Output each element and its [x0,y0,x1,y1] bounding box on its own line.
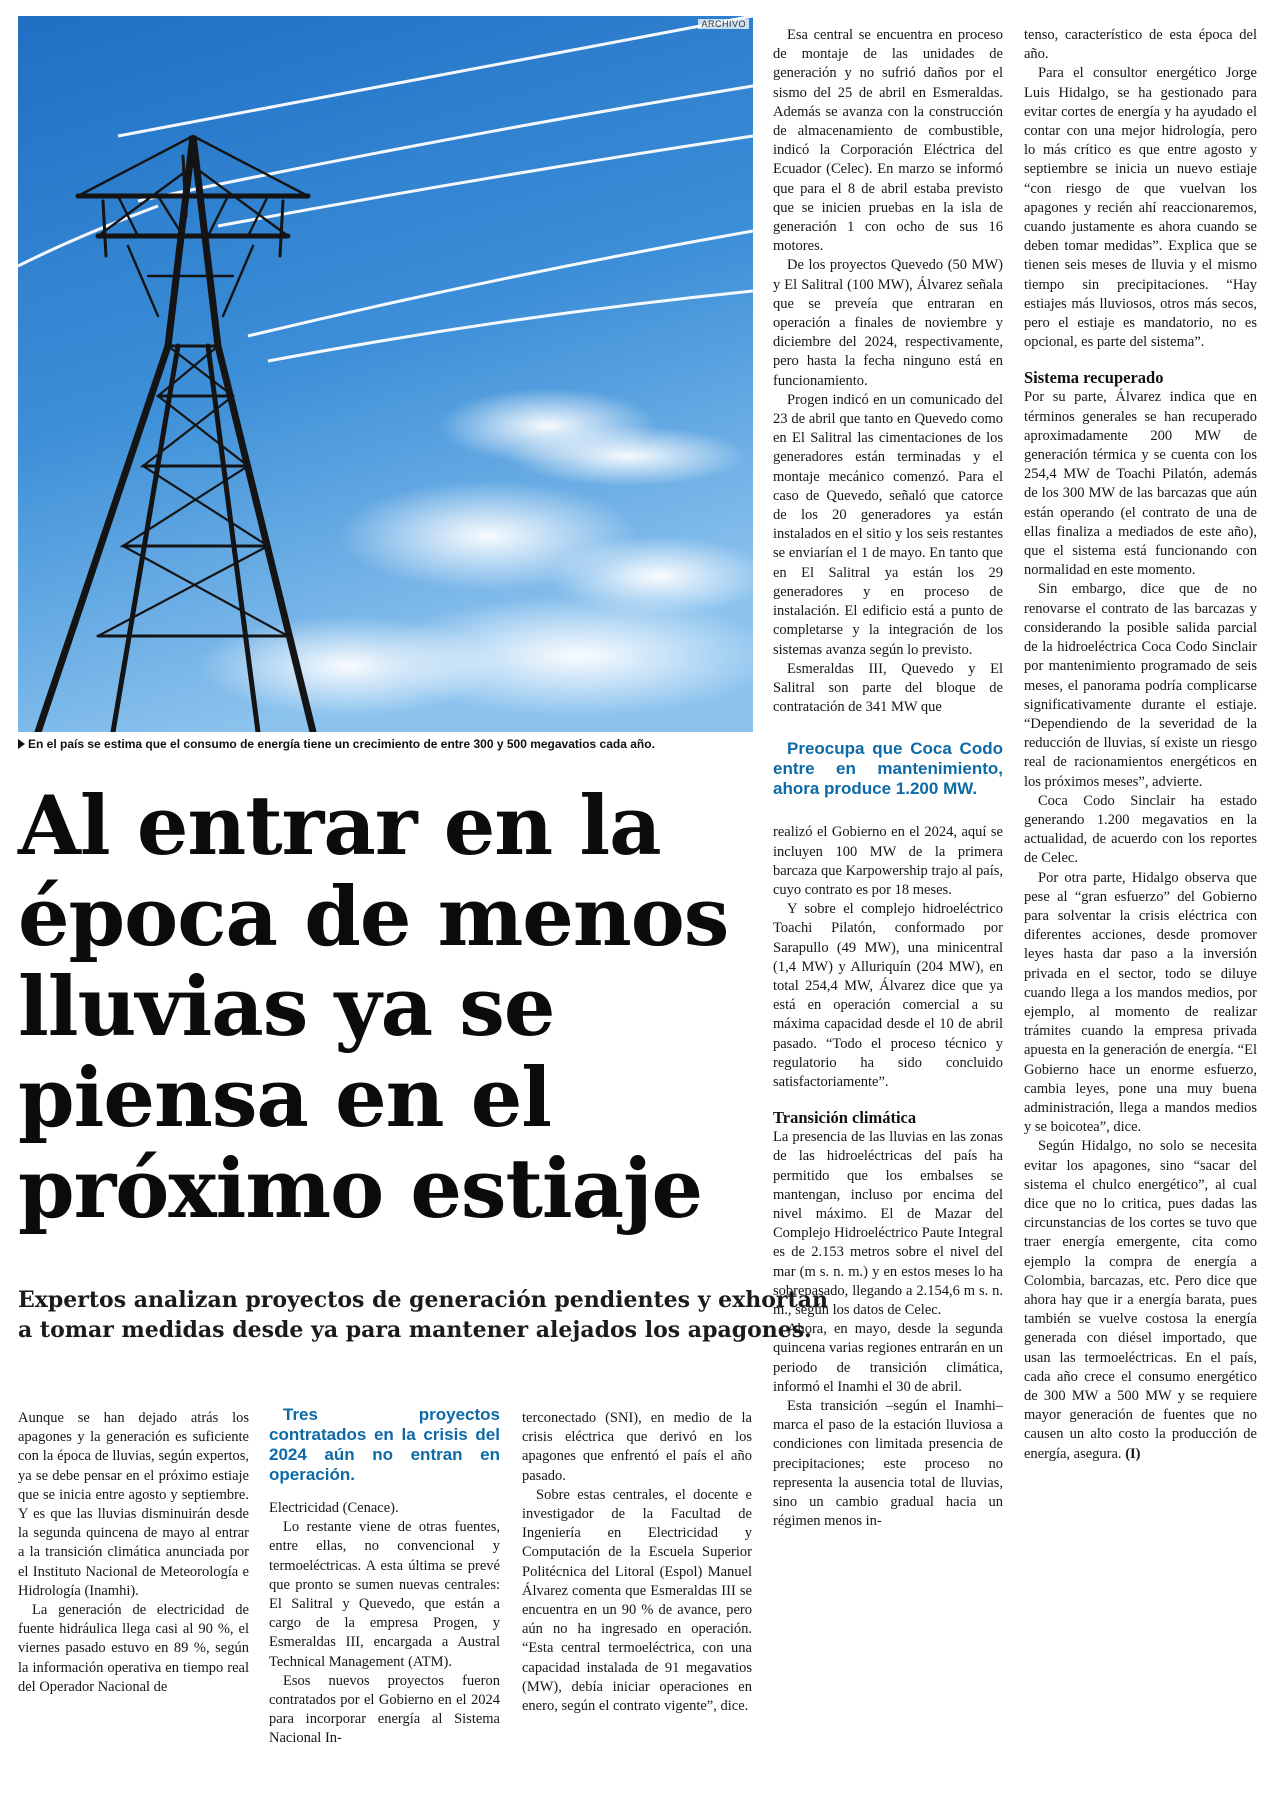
article-column-4 [773,26,1003,1531]
paragraph: Aunque se han dejado atrás los apagones y la generación es suficiente con la época de lluvias, según expertos, ya se debe pensar en el próximo estiaje que se inicia entre agosto y septiembre. Y es que las lluvias disminuirán desde la segunda quincena de mayo al entrar a la transición climática anunciada por el Instituto Nacional de Meteorología e Hidrología (Inamhi). [18,1410,249,1599]
article-column-3 [522,1409,752,1716]
paragraph: Electricidad (Cenace). [269,1500,399,1516]
paragraph: La presencia de las lluvias en las zonas de las hidroeléctricas del país ha permitido que los embalses se mantengan, incluso por encima del nivel máximo. El de Mazar del Complejo Hidroeléctrico Paute Integral es de 2.153 metros sobre el nivel del mar (m s. n. m.) y en estos meses lo ha sobrepasado, llegando a 2.154,6 m s. n. m., según los datos de Celec. [773,1129,1003,1318]
paragraph: Sin embargo, dice que de no renovarse el contrato de las barcazas y considerando la posible salida parcial de la hidroeléctrica Coca Codo Sinclair por mantenimiento programado de seis meses, el panorama podría complicarse significativamente durante el estiaje. “Dependiendo de la severidad de la reducción de lluvias, sí existe un riesgo real de racionamientos energéticos en los próximos meses”, advierte. [1024,581,1257,790]
paragraph: Por su parte, Álvarez indica que en términos generales se han recuperado aproximadamente 200 MW de generación térmica y se cuenta con los 254,4 MW de Toachi Pilatón, además de los 300 MW de las barcazas que aún están operando (el contrato de una de ellas finaliza a mediados de este año), que el sistema está funcionando con normalidad en este momento. [1024,389,1257,579]
paragraph: Esos nuevos proyectos fueron contratados por el Gobierno en el 2024 para incorporar energía al Sistema Nacional In- [269,1672,500,1747]
section-heading: Transición climática [773,1108,917,1128]
paragraph: Esa central se encuentra en proceso de montaje de las unidades de generación y no sufrió daños por el sismo del 25 de abril en Esmeraldas. Además se avanza con la construcción de almacenamiento de combustible, indicó la Corporación Eléctrica del Ecuador (Celec). En marzo se informó que para el 8 de abril estaba previsto que se inicien pruebas en la isla de generación 1 con ocho de sus 16 motores. [773,27,1003,255]
article-column-1 [18,1409,249,1697]
subheadline [18,1286,828,1345]
paragraph: Progen indicó en un comunicado del 23 de abril que tanto en Quevedo como en El Salitral las cimentaciones de los generadores están terminadas y el montaje mecánico comenzó. Para el caso de Quevedo, señaló que catorce de los 20 generadores ya están instalados en el sitio y los seis restantes se enviarían el 1 de mayo. En tanto que en El Salitral ya están los 29 generadores y en proceso de instalación. El edificio está a punto de completarse y la integración de los sistemas avanza según lo previsto. [773,391,1003,658]
caption-arrow-icon [18,739,25,749]
paragraph: Para el consultor energético Jorge Luis Hidalgo, se ha gestionado para evitar cortes de energía y ha ayudado el contar con una mejor hidrología, pero lo más crítico es que entre agosto y septiembre se inicia un nuevo estiaje “con riesgo de que vuelvan los apagones y recién ahí reaccionaremos, cuando justamente es ahora cuando se deben tomar medidas”. Explica que se tienen seis meses de lluvia y el mismo tiempo sin precipitaciones. “Hay estiajes más lluviosos, otros más secos, pero el estiaje es mandatorio, no es opcional, es parte del sistema”. [1024,65,1257,351]
paragraph: Por otra parte, Hidalgo observa que pese al “gran esfuerzo” del Gobierno para solventar la crisis eléctrica con diferentes acciones, desde promover leyes hasta dar paso a la inversión privada en el sector, todo se diluye cuando llega a los mandos medios, por ejemplo, al momento de realizar trámites cuando la empresa privada apuesta en la generación de energía. “El Gobierno hace un enorme esfuerzo, cambia leyes, pone una muy buena administración, llega a mandos medios y se boicotea”, dice. [1024,869,1257,1136]
paragraph: Y sobre el complejo hidroeléctrico Toachi Pilatón, conformado por Sarapullo (49 MW), una minicentral (1,4 MW) y Alluriquín (204 MW), en total 254,4 MW, Álvarez dice que ya está en operación comercial a su máxima capacidad desde el 10 de abril pasado. “Todo el proceso técnico y regulatorio ha sido concluido satisfactoriamente”. [773,901,1003,1090]
photo-illustration [18,16,753,732]
paragraph: realizó el Gobierno en el 2024, aquí se incluyen 100 MW de la primera barcaza que Karpowership trajo al país, cuyo contrato es por 18 meses. [773,824,1003,898]
paragraph: La generación de electricidad de fuente hidráulica llega casi al 90 %, el viernes pasado estuvo en 89 %, según la información operativa en tiempo real del Operador Nacional de [18,1602,249,1695]
paragraph-text: Según Hidalgo, no solo se necesita evitar los apagones, sino “sacar del sistema el chulco energético”, al cual dice que no lo critica, pues dadas las circunstancias de los cortes se tuvo que traer energía emergente, cita como ejemplo la compra de energía a Colombia, barcazas, etc. Pero dice que ahora hay que ir a energía barata, pues también se vuelve costosa la energía generada con diésel importado, que usan las termoeléctricas. En el país, cada año crece el consumo energético de 300 MW a 500 MW y se requiere mayor generación de fuentes que no causen un alto costo la producción de energía, asegura. [1024,1138,1257,1462]
headline-line: época de menos [18,869,729,965]
headline-line: Al entrar en la [18,779,661,874]
paragraph: tenso, característico de esta época del año. [1024,27,1257,63]
paragraph: De los proyectos Quevedo (50 MW) y El Salitral (100 MW), Álvarez señala que se preveía que entraran en operación a finales de noviembre y diciembre del 2024, respectivamente, pero hasta la fecha ninguno está en funcionamiento. [773,257,1003,389]
paragraph: Ahora, en mayo, desde la segunda quincena varias regiones entrarán en un periodo de transición climática, informó el Inamhi el 30 de abril. [773,1321,1003,1395]
section-heading: Sistema recuperado [1024,368,1164,388]
paragraph: Esmeraldas III, Quevedo y El Salitral son parte del bloque de contratación de 341 MW que [773,660,1003,716]
paragraph [1024,1137,1257,1463]
pull-quote: Tres proyectos contratados en la crisis del 2024 aún no entran en operación. [269,1405,500,1484]
paragraph: terconectado (SNI), en medio de la crisis eléctrica que derivó en los apagones que enfrentó el país el año pasado. [522,1410,752,1484]
subheadline-line: Expertos analizan proyectos de generación pendientes y exhortan [18,1287,828,1313]
headline-line: piensa en el [18,1051,552,1147]
paragraph: Sobre estas centrales, el docente e investigador de la Facultad de Ingeniería en Electricidad y Computación de la Escuela Superior Politécnica del Litoral (Espol) Manuel Álvarez comenta que Esmeraldas III se encuentra en un 90 % de avance, pero aún no ha ingresado en operación. “Esta central termoeléctrica, con una capacidad instalada de 91 megavatios (MW), debía iniciar operaciones en enero, según el contrato vigente”, dice. [522,1486,752,1715]
caption-text: En el país se estima que el consumo de energía tiene un crecimiento de entre 300 y 500 megavatios cada año. [28,737,655,751]
headline [18,779,758,1237]
headline-line: próximo estiaje [18,1141,702,1237]
paragraph: Lo restante viene de otras fuentes, entre ellas, no convencional y termoeléctricas. A esta última se prevé que pronto se sumen nuevas centrales: El Salitral y Quevedo, que están a cargo de la empresa Progen, y Esmeraldas III, encargada a Austral Technical Management (ATM). [269,1519,500,1670]
paragraph: Esta transición –según el Inamhi– marca el paso de la estación lluviosa a condiciones con limitada presencia de precipitaciones; este proceso no representa la ausencia total de lluvias, sino un cambio gradual hacia un régimen menos in- [773,1398,1003,1530]
transmission-tower-photo [18,16,753,732]
article-column-2 [269,1405,500,1749]
article-column-5 [1024,26,1257,1464]
end-mark: (I) [1125,1445,1141,1462]
pull-quote: Preocupa que Coca Codo entre en mantenimiento, ahora produce 1.200 MW. [773,739,1003,799]
subheadline-line: a tomar medidas desde ya para mantener alejados los apagones. [18,1316,812,1343]
photo-credit: ARCHIVO [698,19,749,29]
photo-caption [18,737,753,751]
paragraph: Coca Codo Sinclair ha estado generando 1.200 megavatios en la actualidad, de acuerdo con los reportes de Celec. [1024,792,1257,867]
headline-line: lluvias ya se [18,960,555,1056]
